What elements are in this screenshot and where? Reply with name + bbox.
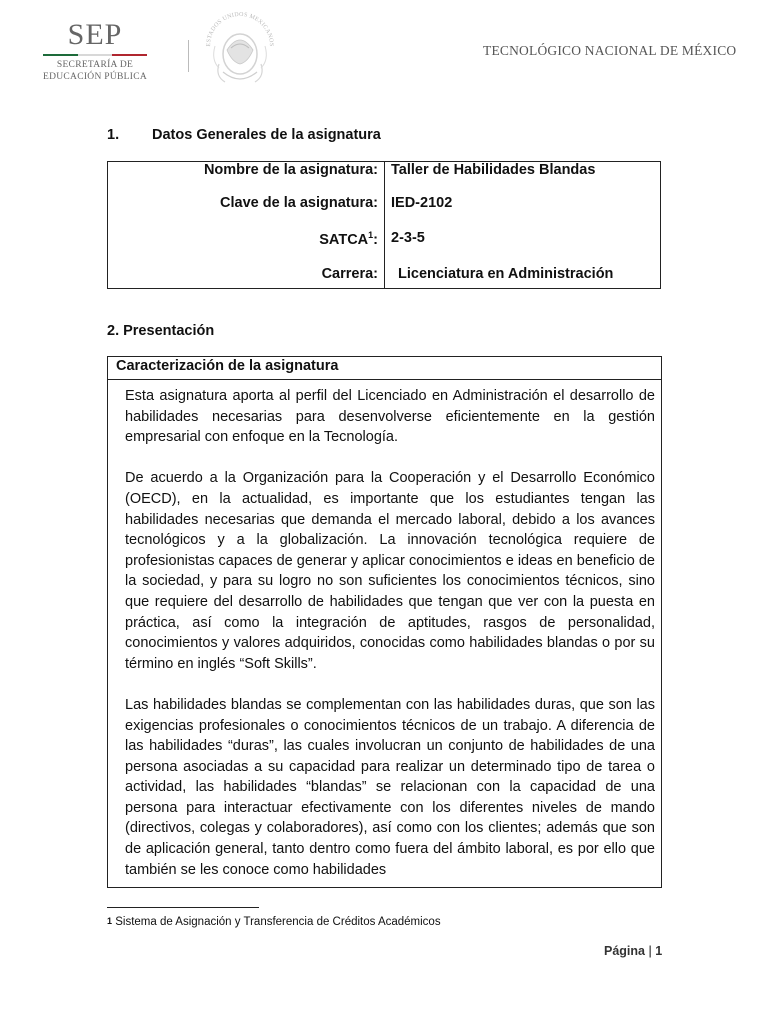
row-value: Licenciatura en Administración [398,266,614,282]
row-label: SATCA [319,231,369,248]
page-separator: | [648,944,652,958]
paragraph: Esta asignatura aporta al perfil del Licenciado en Administración el desarrollo de habilidades necesarias para desenvolverse eficientemente en la gestión empresarial con enfoque en la Tecnología. [125,388,655,446]
institution-name: TECNOLÓGICO NACIONAL DE MÉXICO [483,43,737,58]
general-data-table [107,161,661,289]
row-label: Clave de la asignatura: [220,195,378,211]
sep-logo [30,20,160,83]
characterization-title: Caracterización de la asignatura [116,358,339,374]
footnote-text: Sistema de Asignación y Transferencia de Créditos Académicos [115,916,441,928]
page-header [0,0,768,110]
footnote [107,916,441,928]
footnote-marker: 1 [107,916,113,926]
section-1-number: 1. [107,127,120,143]
national-seal-icon [201,2,279,106]
row-value: IED-2102 [391,195,453,211]
page-word: Página [604,944,645,958]
characterization-box [107,356,662,888]
sep-logo-text: SEP [67,18,123,51]
section-2-title: 2. Presentación [107,323,215,339]
table-row-carrera [108,266,660,286]
sep-logo-bar [43,54,147,56]
page-number-value: 1 [655,944,663,958]
row-label: Nombre de la asignatura: [203,162,378,178]
logo-divider [188,40,189,72]
row-value: 2-3-5 [391,230,425,246]
sep-logo-subtitle-2: EDUCACIÓN PÚBLICA [42,72,148,82]
paragraph: De acuerdo a la Organización para la Cooperación y el Desarrollo Económico (OECD), en la actualidad, es importante que los estudiantes tengan las habilidades necesarias que demanda el mercado laboral, debido a los avances tecnológicos y a la globalización. La innovación tecnológica requiere de profesionistas capaces de generar y aplicar conocimientos e ideas en beneficio de la sociedad, y para su logro no son suficientes los conocimientos técnicos, sino que requiere del desarrollo de habilidades que tengan que ver con la puesta en práctica, así como la integración de aptitudes, rasgos de personalidad, conocimientos y valores adquiridos, conocidas como habilidades blandas o por su término en inglés “Soft Skills”. [125,470,655,672]
table-row-clave [108,195,660,215]
table-row-nombre [108,162,660,182]
footnote-separator [107,907,259,908]
page-number [604,944,662,958]
section-1-title: Datos Generales de la asignatura [152,127,381,143]
seal-text: ESTADOS UNIDOS MEXICANOS [205,11,275,47]
paragraph: Las habilidades blandas se complementan con las habilidades duras, que son las exigencias profesionales o conocimientos técnicos de un trabajo. A diferencia de las habilidades “duras”, las cuales involucran un conjunto de habilidades de una persona asociadas a su capacidad para realizar un determinado tipo de tarea o actividad, las habilidades “blandas” se relacionan con la capacidad de una persona para interactuar efectivamente con los diferentes niveles de mando (directivos, colegas y colaboradores), así como con los clientes; además que son de aplicación general, tanto dentro como fuera del ámbito laboral, es por ello que también se les conoce como habilidades [125,696,655,878]
sep-logo-subtitle-1: SECRETARÍA DE [56,60,134,70]
row-value: Taller de Habilidades Blandas [391,162,596,178]
characterization-header [108,357,661,380]
row-label: Carrera: [321,266,378,282]
characterization-body [125,386,655,901]
footnote-ref: 1 [368,230,374,240]
row-label-satca [319,230,378,248]
table-row-satca [108,230,660,250]
row-label-colon: : [373,231,378,248]
